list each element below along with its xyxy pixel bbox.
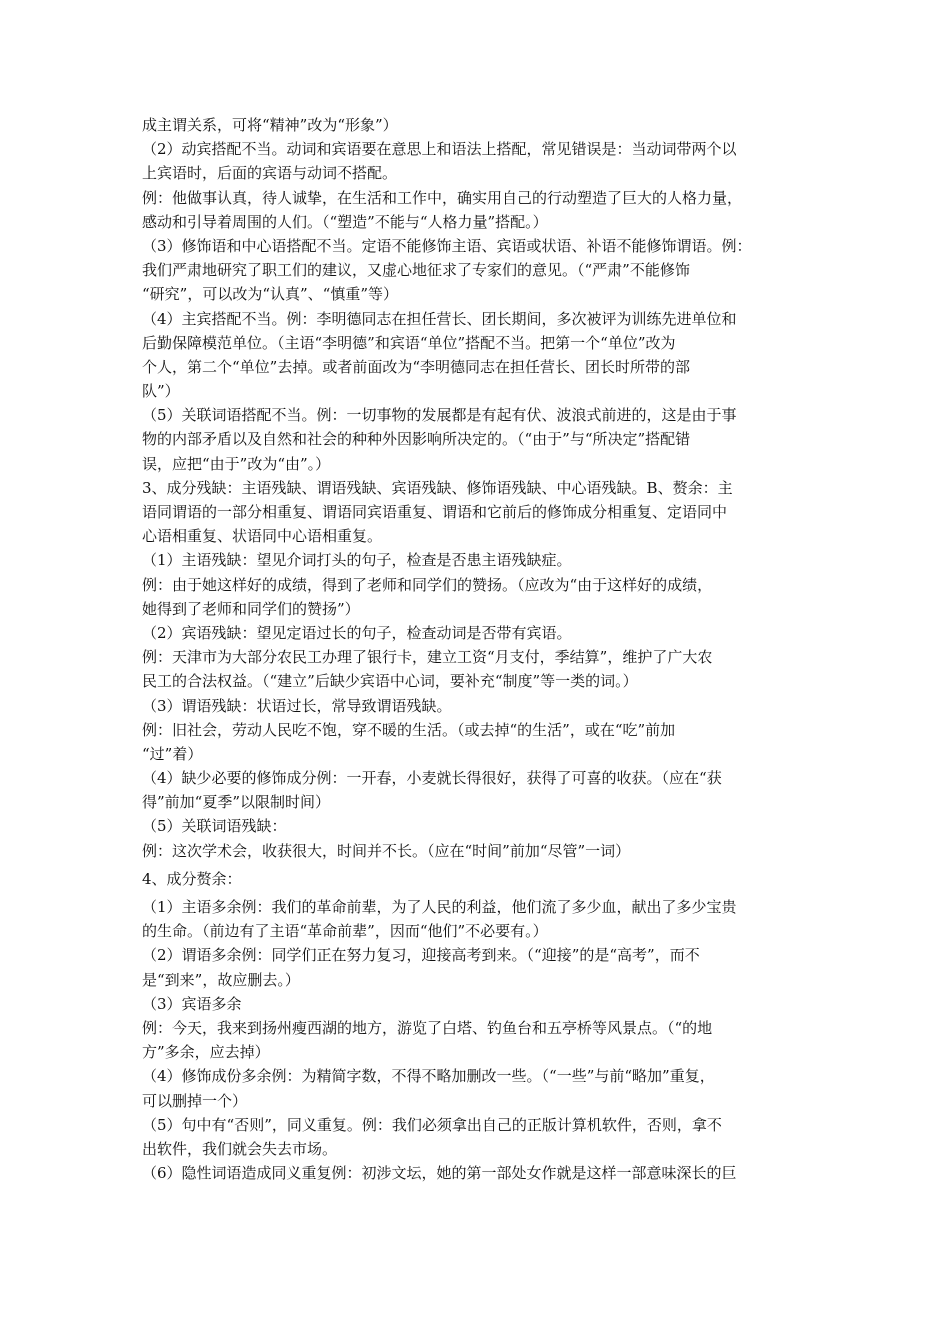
text-line: 后勤保障模范单位。（主语“李明德”和宾语“单位”搭配不当。把第一个“单位”改为 (142, 333, 676, 352)
text-line: 个人，第二个“单位”去掉。或者前面改为“李明德同志在担任营长、团长时所带的部 (142, 357, 691, 376)
text-line: 语同谓语的一部分相重复、谓语同宾语重复、谓语和它前后的修饰成分相重复、定语同中 (142, 503, 728, 521)
text-line: （3）谓语残缺：状语过长，常导致谓语残缺。 (142, 696, 452, 715)
text-line: “研究”，可以改为“认真”、“慎重”等） (142, 285, 399, 304)
text-line: （3）宾语多余 (142, 994, 242, 1013)
text-line: 感动和引导着周围的人们。（“塑造”不能与“人格力量”搭配。） (142, 212, 548, 231)
document-body (142, 113, 816, 1185)
text-line: （4）主宾搭配不当。例：李明德同志在担任营长、团长期间，多次被评为训练先进单位和 (142, 309, 737, 328)
text-line: （1）主语残缺：望见介词打头的句子，检查是否患主语残缺症。 (142, 551, 572, 570)
text-line: 的生命。（前边有了主语“革命前辈”，因而“他们”不必要有。） (142, 922, 548, 941)
text-line: （5）关联词语残缺： (142, 817, 287, 836)
text-line: 误，应把“由于”改为“由”。） (142, 454, 331, 473)
text-line: 心语相重复、状语同中心语相重复。 (142, 527, 383, 546)
text-line: （2）动宾搭配不当。动词和宾语要在意思上和语法上搭配，常见错误是：当动词带两个以 (142, 140, 737, 159)
text-line: 例：他做事认真，待人诚挚，在生活和工作中，确实用自己的行动塑造了巨大的人格力量， (142, 188, 743, 207)
text-line: 是“到来”，故应删去。） (142, 970, 300, 989)
text-line: 得”前加“夏季”以限制时间） (142, 793, 331, 812)
section-heading: 4、成分赘余： (142, 869, 242, 888)
text-line: （1）主语多余例：我们的革命前辈，为了人民的利益，他们流了多少血，献出了多少宝贵 (142, 898, 737, 916)
text-line: （6）隐性词语造成同义重复例：初涉文坛，她的第一部处女作就是这样一部意味深长的巨 (142, 1164, 737, 1183)
text-line: 她得到了老师和同学们的赞扬”） (142, 599, 360, 618)
text-line: “过”着） (142, 744, 203, 763)
text-line: 例：今天，我来到扬州瘦西湖的地方，游览了白塔、钓鱼台和五亭桥等风景点。（“的地 (142, 1018, 713, 1037)
text-line: （2）宾语残缺：望见定语过长的句子，检查动词是否带有宾语。 (142, 623, 572, 642)
text-line: （3）修饰语和中心语搭配不当。定语不能修饰主语、宾语或状语、补语不能修饰谓语。例： (142, 236, 752, 255)
text-line: 3、成分残缺：主语残缺、谓语残缺、宾语残缺、修饰语残缺、中心语残缺。B、赘余：主 (142, 478, 733, 497)
text-line: 上宾语时，后面的宾语与动词不搭配。 (142, 164, 398, 183)
text-line: 物的内部矛盾以及自然和社会的种种外因影响所决定的。（“由于”与“所决定”搭配错 (142, 430, 691, 449)
text-line: 可以删掉一个） (142, 1091, 248, 1110)
text-line: 成主谓关系，可将“精神”改为“形象”） (142, 116, 398, 134)
text-line: 方”多余，应去掉） (142, 1043, 270, 1062)
text-line: 例：这次学术会，收获很大，时间并不长。（应在“时间”前加“尽管”一词） (142, 841, 631, 860)
text-line: （5）关联词语搭配不当。例：一切事物的发展都是有起有伏、波浪式前进的，这是由于事 (142, 406, 737, 425)
text-line: （4）修饰成份多余例：为精简字数，不得不略加删改一些。（“一些”与前“略加”重复， (142, 1067, 715, 1086)
text-line: （4）缺少必要的修饰成分例：一开春，小麦就长得很好，获得了可喜的收获。（应在“获 (142, 769, 722, 788)
text-line: （5）句中有“否则”，同义重复。例：我们必须拿出自己的正版计算机软件，否则，拿不 (142, 1115, 722, 1134)
text-line: （2）谓语多余例：同学们正在努力复习，迎接高考到来。（“迎接”的是“高考”，而不 (142, 946, 700, 965)
text-line: 例：旧社会，劳动人民吃不饱，穿不暖的生活。（或去掉“的生活”，或在“吃”前加 (142, 720, 676, 739)
text-line: 例：天津市为大部分农民工办理了银行卡，建立工资“月支付，季结算”，维护了广大农 (142, 648, 713, 667)
text-line: 例：由于她这样好的成绩，得到了老师和同学们的赞扬。（应改为“由于这样好的成绩， (142, 575, 713, 594)
text-line: 队”） (142, 382, 180, 401)
text-line: 我们严肃地研究了职工们的建议，又虚心地征求了专家们的意见。（“严肃”不能修饰 (142, 261, 690, 280)
text-line: 民工的合法权益。（“建立”后缺少宾语中心词，要补充“制度”等一类的词。） (142, 672, 638, 691)
text-line: 出软件，我们就会失去市场。 (142, 1139, 338, 1158)
